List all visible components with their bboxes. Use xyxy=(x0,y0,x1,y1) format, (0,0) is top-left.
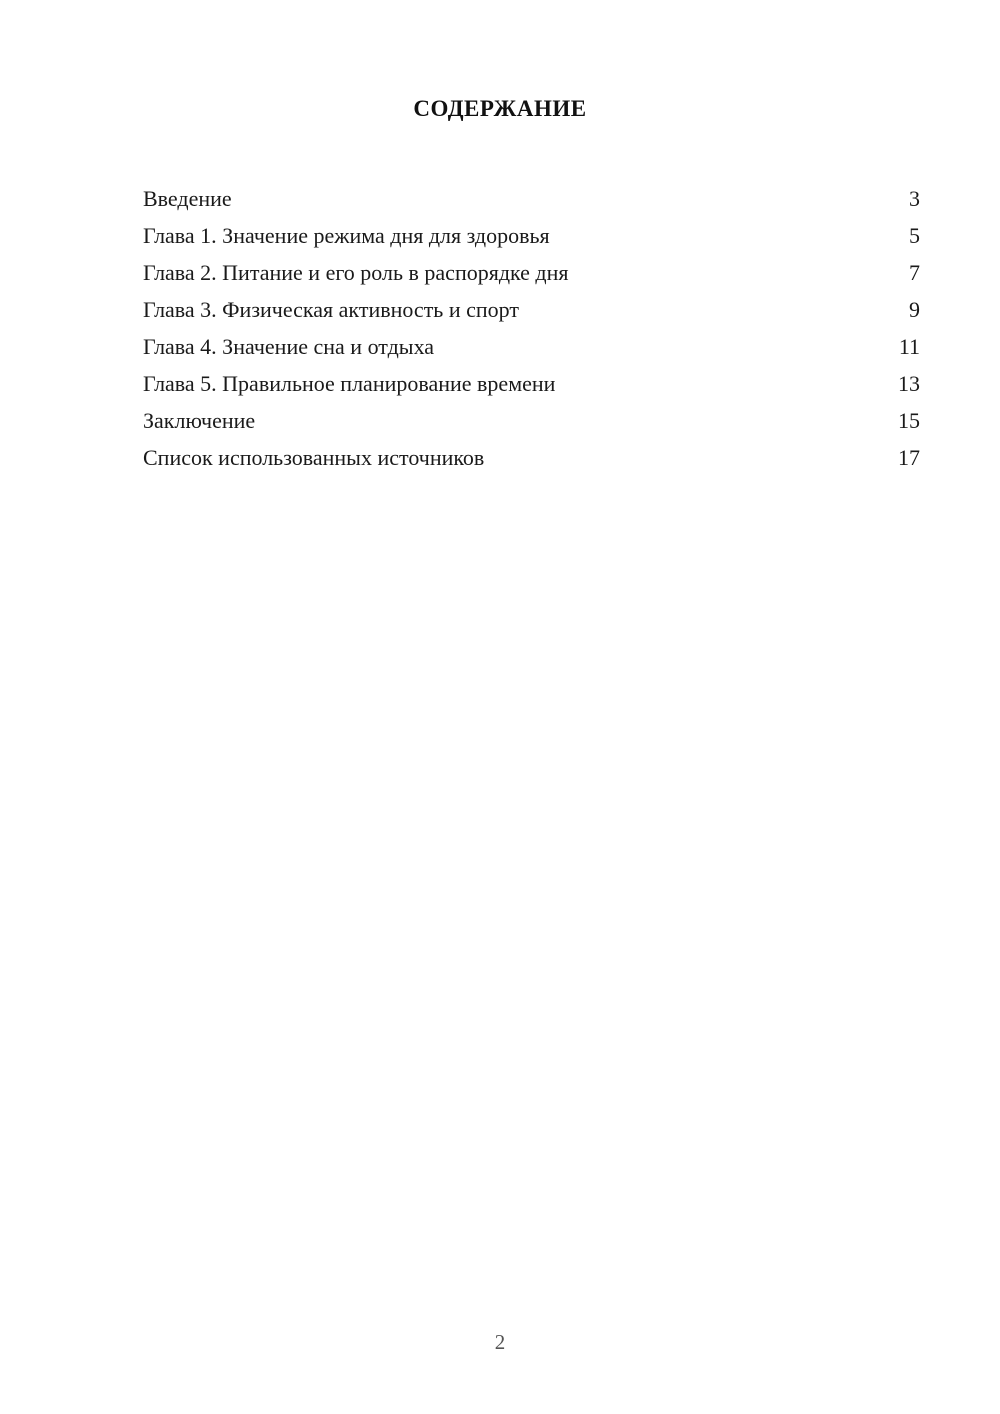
toc-entry-conclusion xyxy=(143,402,920,439)
table-of-contents xyxy=(0,180,1000,476)
toc-entry-chapter-1 xyxy=(143,217,920,254)
toc-entry-chapter-3 xyxy=(143,291,920,328)
toc-entry-introduction xyxy=(143,180,920,217)
toc-entry-page-number: 11 xyxy=(898,334,920,359)
toc-entry-chapter-2 xyxy=(143,254,920,291)
page-title: СОДЕРЖАНИЕ xyxy=(413,96,587,121)
toc-entry-page-number: 15 xyxy=(898,408,920,433)
toc-entry-title: Глава 1. Значение режима дня для здоровья xyxy=(143,223,550,248)
page-number: 2 xyxy=(494,1330,506,1354)
toc-entry-chapter-4 xyxy=(143,328,920,365)
toc-entry-title: Список использованных источников xyxy=(143,445,485,470)
toc-entry-page-number: 5 xyxy=(909,223,920,248)
toc-entry-title: Заключение xyxy=(143,408,256,433)
toc-entry-title: Введение xyxy=(143,186,232,211)
toc-entry-title: Глава 4. Значение сна и отдыха xyxy=(143,334,435,359)
toc-entry-page-number: 3 xyxy=(909,186,920,211)
toc-entry-page-number: 9 xyxy=(909,297,920,322)
toc-entry-page-number: 7 xyxy=(909,260,920,285)
toc-entry-title: Глава 2. Питание и его роль в распорядке дня xyxy=(143,260,569,285)
toc-entry-page-number: 13 xyxy=(898,371,920,396)
toc-entry-page-number: 17 xyxy=(898,445,920,470)
toc-entry-chapter-5 xyxy=(143,365,920,402)
toc-entry-title: Глава 5. Правильное планирование времени xyxy=(143,371,556,396)
toc-entry-references xyxy=(143,439,920,476)
toc-entry-title: Глава 3. Физическая активность и спорт xyxy=(143,297,519,322)
